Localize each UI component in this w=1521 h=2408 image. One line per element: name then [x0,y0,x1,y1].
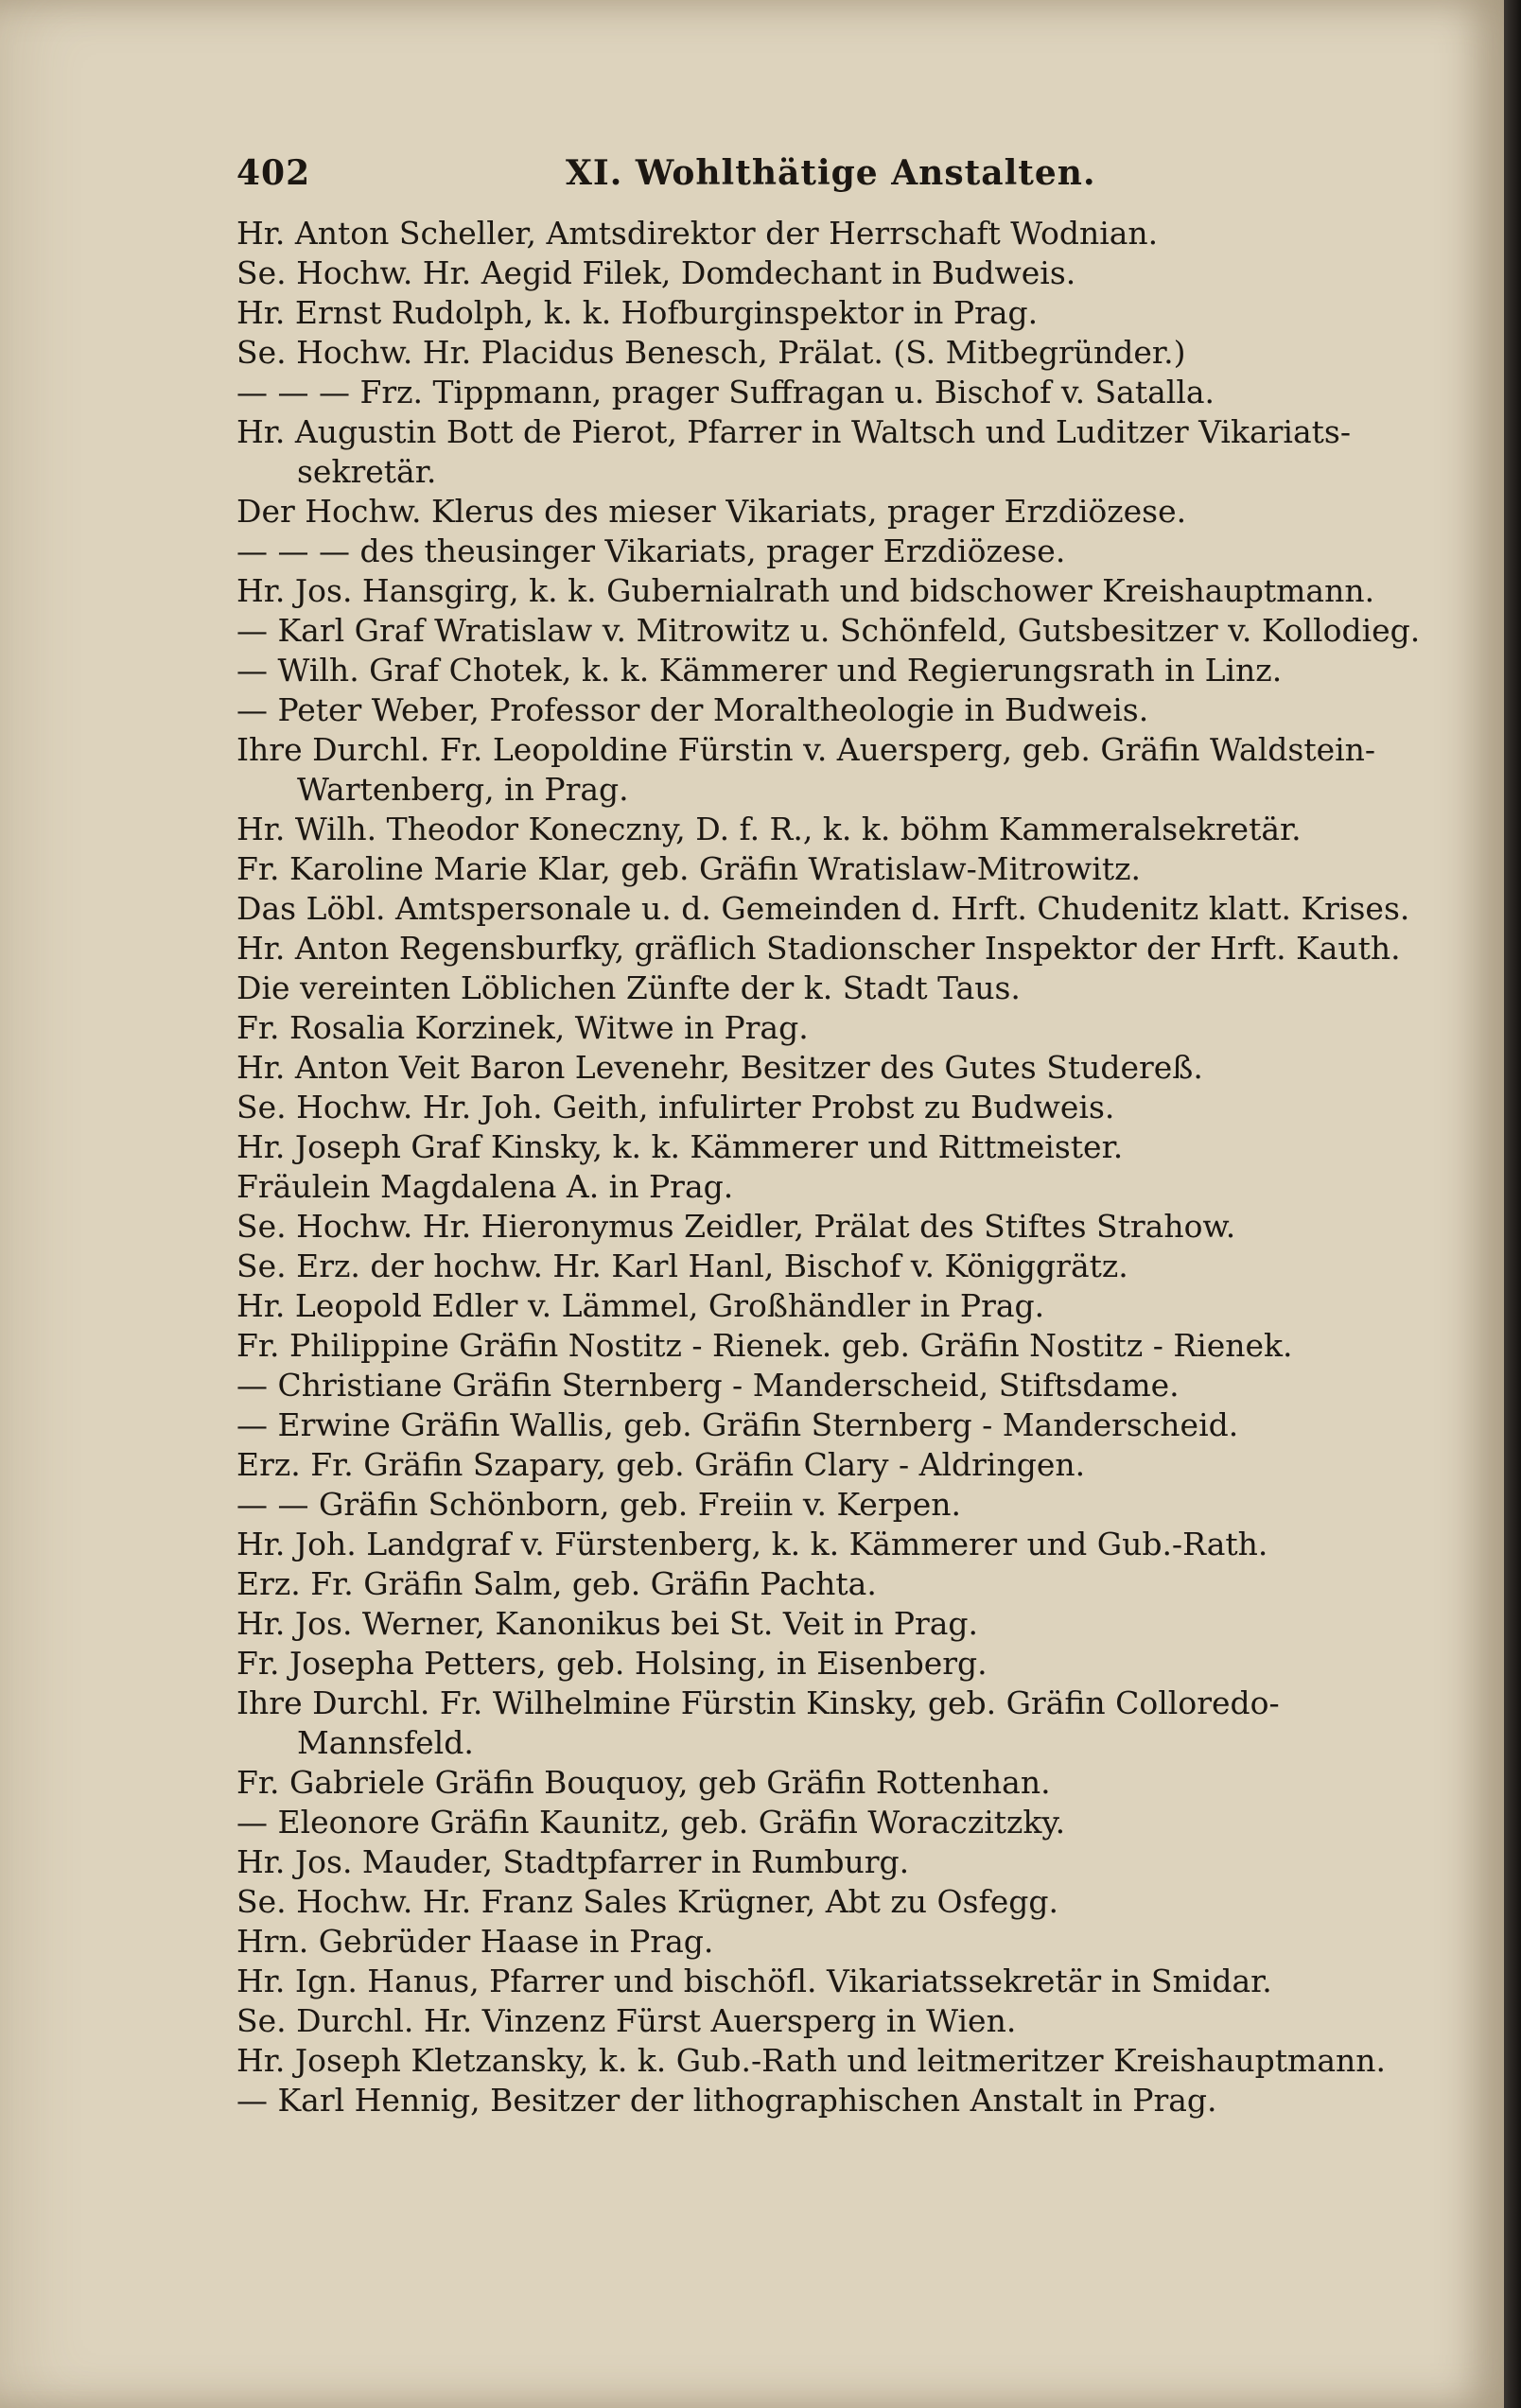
entry-line: Hr. Ernst Rudolph, k. k. Hofburginspektor in Prag. [236,294,1039,331]
entry-line: Se. Hochw. Hr. Placidus Benesch, Prälat. (S. Mitbegründer.) [236,334,1186,371]
entry-line: Fr. Josepha Petters, geb. Holsing, in Eisenberg. [236,1645,988,1682]
entry-line: Se. Durchl. Hr. Vinzenz Fürst Auersperg in Wien. [236,2002,1017,2039]
entry-line: — Peter Weber, Professor der Moraltheologie in Budweis. [236,691,1149,728]
entry-line: Se. Hochw. Hr. Franz Sales Krügner, Abt zu Osfegg. [236,1883,1059,1920]
running-title: XI. Wohlthätige Anstalten. [566,153,1096,193]
entry-line: Hrn. Gebrüder Haase in Prag. [236,1923,714,1960]
entry-line: Hr. Joseph Kletzansky, k. k. Gub.-Rath und leitmeritzer Kreishauptmann. [236,2042,1387,2079]
entry-line: Fr. Rosalia Korzinek, Witwe in Prag. [236,1009,809,1046]
entry-line: — — — des theusinger Vikariats, prager Erzdiözese. [236,532,1066,569]
entry-line: Fr. Karoline Marie Klar, geb. Gräfin Wratislaw-Mitrowitz. [236,850,1141,887]
entry-line: Ihre Durchl. Fr. Leopoldine Fürstin v. Auersperg, geb. Gräfin Waldstein- [236,731,1376,768]
entry-line: Se. Erz. der hochw. Hr. Karl Hanl, Bischof v. Königgrätz. [236,1248,1128,1284]
entry-line: Se. Hochw. Hr. Aegid Filek, Domdechant in Budweis. [236,254,1076,291]
entry-line: — Erwine Gräfin Wallis, geb. Gräfin Sternberg - Manderscheid. [236,1406,1239,1443]
entry-line: — — — Frz. Tippmann, prager Suffragan u. Bischof v. Satalla. [236,374,1215,410]
entry-line: Hr. Anton Scheller, Amtsdirektor der Herrschaft Wodnian. [236,215,1159,252]
entry-line: Hr. Jos. Hansgirg, k. k. Gubernialrath und bidschower Kreishauptmann. [236,572,1375,609]
entry-continuation-line: sekretär. [297,453,437,490]
entry-line: Hr. Jos. Werner, Kanonikus bei St. Veit in Prag. [236,1605,979,1642]
entry-line: Die vereinten Löblichen Zünfte der k. Stadt Taus. [236,969,1021,1006]
entry-line: Der Hochw. Klerus des mieser Vikariats, prager Erzdiözese. [236,493,1187,530]
entry-line: Se. Hochw. Hr. Hieronymus Zeidler, Prälat des Stiftes Strahow. [236,1208,1236,1245]
entry-line: — Karl Hennig, Besitzer der lithographischen Anstalt in Prag. [236,2082,1217,2119]
page-header [236,153,1277,201]
entry-line: Hr. Jos. Mauder, Stadtpfarrer in Rumburg. [236,1843,910,1880]
donor-list [236,214,1421,2120]
entry-continuation-line: Wartenberg, in Prag. [297,771,629,808]
entry-line: — Eleonore Gräfin Kaunitz, geb. Gräfin Woraczitzky. [236,1804,1066,1841]
entry-line: — Wilh. Graf Chotek, k. k. Kämmerer und Regierungsrath in Linz. [236,652,1283,689]
page-number: 402 [236,153,311,193]
entry-line: Se. Hochw. Hr. Joh. Geith, infulirter Probst zu Budweis. [236,1089,1115,1125]
entry-line: — Christiane Gräfin Sternberg - Manderscheid, Stiftsdame. [236,1367,1180,1404]
entry-line: — Karl Graf Wratislaw v. Mitrowitz u. Schönfeld, Gutsbesitzer v. Kollodieg. [236,612,1421,649]
entry-line: Hr. Leopold Edler v. Lämmel, Großhändler in Prag. [236,1287,1045,1324]
entry-line: Hr. Joseph Graf Kinsky, k. k. Kämmerer und Rittmeister. [236,1128,1124,1165]
entry-line: — — Gräfin Schönborn, geb. Freiin v. Kerpen. [236,1486,961,1523]
entry-line: Hr. Ign. Hanus, Pfarrer und bischöfl. Vikariatssekretär in Smidar. [236,1963,1272,1999]
entry-line: Hr. Joh. Landgraf v. Fürstenberg, k. k. Kämmerer und Gub.-Rath. [236,1526,1268,1562]
page-edge [1504,0,1521,2408]
entry-line: Erz. Fr. Gräfin Szapary, geb. Gräfin Clary - Aldringen. [236,1446,1086,1483]
entry-line: Fräulein Magdalena A. in Prag. [236,1168,734,1205]
entry-line: Fr. Philippine Gräfin Nostitz - Rienek. geb. Gräfin Nostitz - Rienek. [236,1327,1293,1364]
entry-continuation-line: Mannsfeld. [297,1724,474,1761]
entry-line: Erz. Fr. Gräfin Salm, geb. Gräfin Pachta. [236,1565,877,1602]
entry-line: Das Löbl. Amtspersonale u. d. Gemeinden d. Hrft. Chudenitz klatt. Krises. [236,890,1410,927]
entry-line: Hr. Wilh. Theodor Koneczny, D. f. R., k. k. böhm Kammeralsekretär. [236,811,1302,847]
entry-line: Hr. Anton Regensburfky, gräflich Stadionscher Inspektor der Hrft. Kauth. [236,930,1401,967]
entry-line: Hr. Augustin Bott de Pierot, Pfarrer in Waltsch und Luditzer Vikariats- [236,413,1351,450]
entry-line: Hr. Anton Veit Baron Levenehr, Besitzer des Gutes Studereß. [236,1049,1203,1086]
entry-line: Ihre Durchl. Fr. Wilhelmine Fürstin Kinsky, geb. Gräfin Colloredo- [236,1684,1280,1721]
entry-line: Fr. Gabriele Gräfin Bouquoy, geb Gräfin Rottenhan. [236,1764,1051,1801]
